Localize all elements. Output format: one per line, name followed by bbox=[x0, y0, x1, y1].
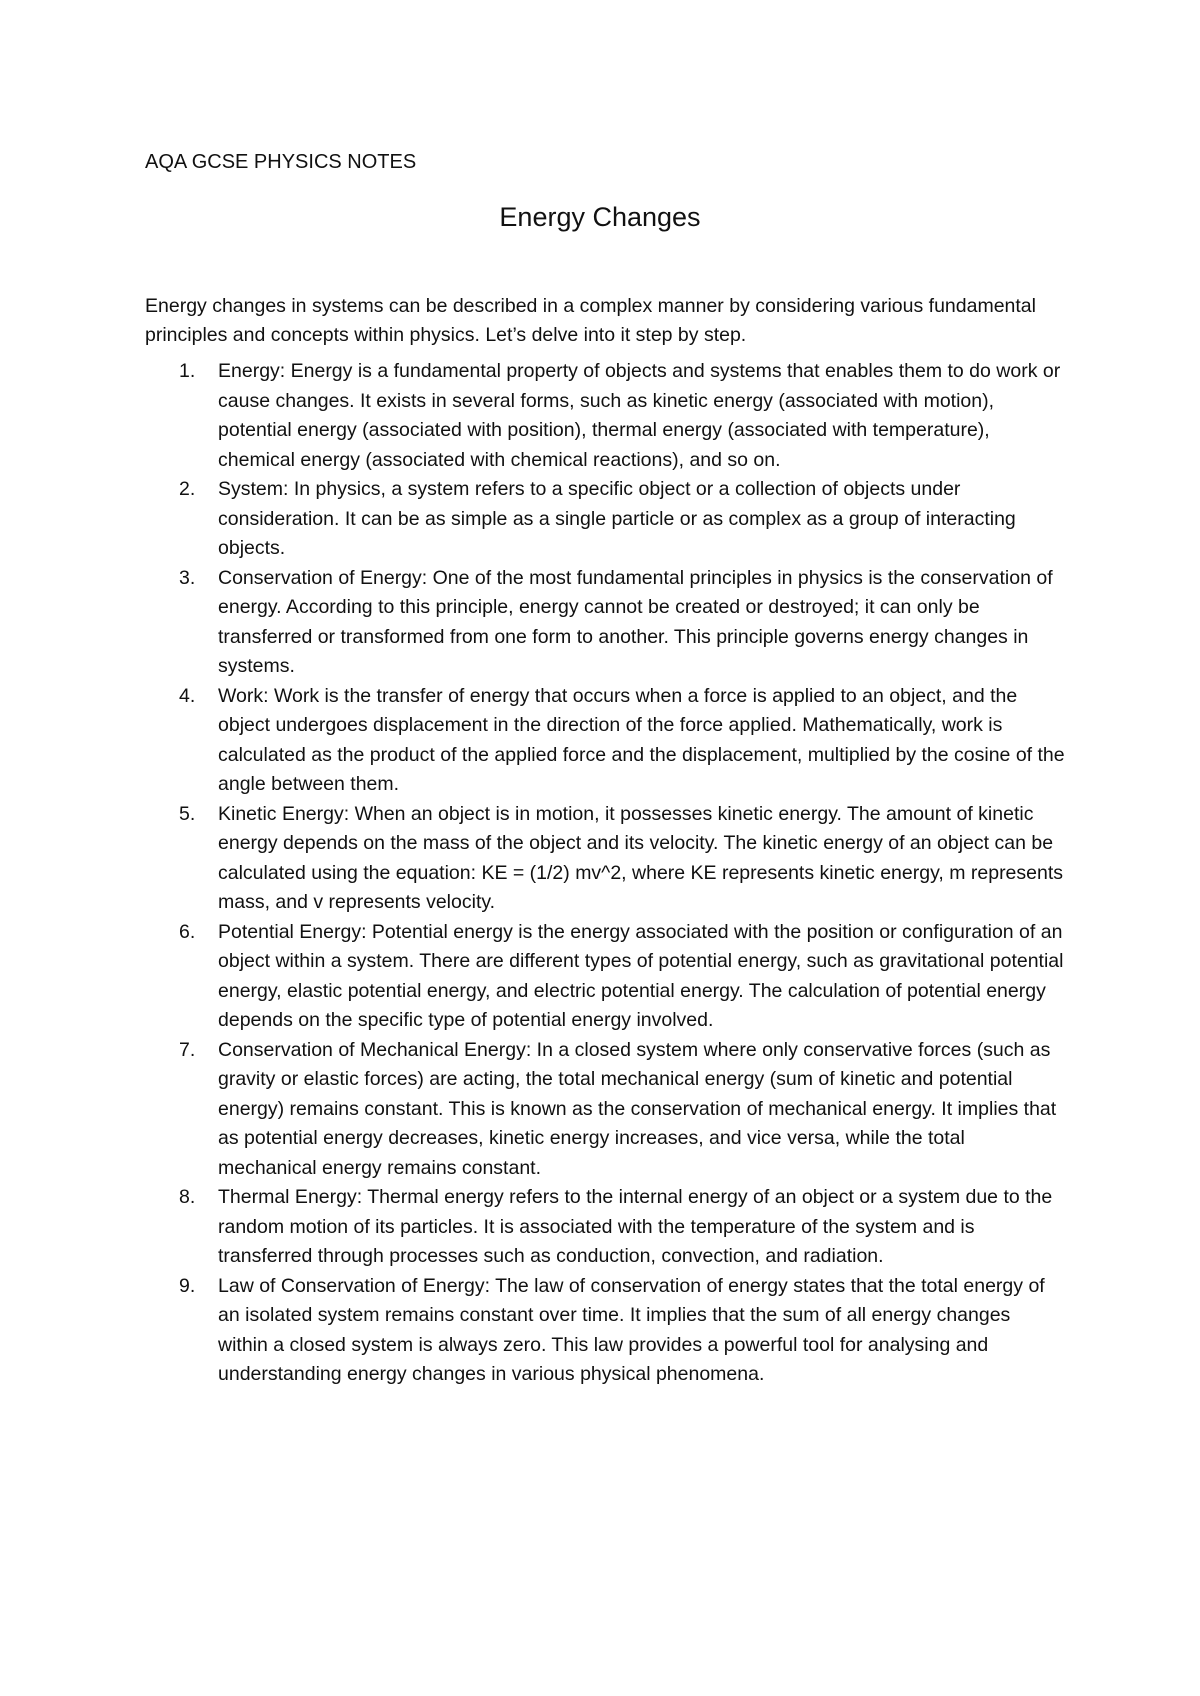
list-item-number: 4. bbox=[179, 684, 196, 707]
list-item-number: 7. bbox=[179, 1038, 196, 1061]
list-item-text: Kinetic Energy: When an object is in motion, it possesses kinetic energy. The amount of kinetic energy depends on the mass of the object and its velocity. The kinetic energy of an object can be calculated using the equation: KE = (1/2) mv^2, where KE represents kinetic energy, m represents mass, and v represents velocity. bbox=[218, 802, 1064, 913]
list-item-text: Potential Energy: Potential energy is the energy associated with the position or configuration of an object within a system. There are different types of potential energy, such as gravitational potential energy, elastic potential energy, and electric potential energy. The calculation of potential energy depends on the specific type of potential energy involved. bbox=[218, 920, 1064, 1031]
list-item-number: 1. bbox=[179, 360, 196, 382]
list-item bbox=[145, 800, 1065, 918]
list-item-number: 6. bbox=[179, 920, 196, 943]
list-item-text: Law of Conservation of Energy: The law of conservation of energy states that the total energy of an isolated system remains constant over time. It implies that the sum of all energy changes within a closed system is always zero. This law provides a powerful tool for analysing and understanding energy changes in various physical phenomena. bbox=[218, 1274, 1045, 1385]
list-item bbox=[145, 918, 1065, 1036]
list-item bbox=[145, 357, 1065, 475]
list-item-text: Thermal Energy: Thermal energy refers to the internal energy of an object or a system due to the random motion of its particles. It is associated with the temperature of the system and is transferred through processes such as conduction, convection, and radiation. bbox=[218, 1186, 1053, 1267]
list-item bbox=[145, 682, 1065, 800]
list-item-number: 2. bbox=[179, 478, 196, 500]
list-item bbox=[145, 1036, 1065, 1184]
list-item-text: Conservation of Mechanical Energy: In a closed system where only conservative forces (such as gravity or elastic forces) are acting, the total mechanical energy (sum of kinetic and potential energy) remains constant. This is known as the conservation of mechanical energy. It implies that as potential energy decreases, kinetic energy increases, and vice versa, while the total mechanical energy remains constant. bbox=[218, 1038, 1057, 1179]
list-item-number: 8. bbox=[179, 1186, 196, 1208]
list-item-number: 5. bbox=[179, 802, 196, 825]
list-item-text: Work: Work is the transfer of energy that occurs when a force is applied to an object, and the object undergoes displacement in the direction of the force applied. Mathematically, work is calculated as the product of the applied force and the displacement, multiplied by the cosine of the angle between them. bbox=[218, 684, 1065, 795]
concept-list bbox=[145, 357, 1065, 1390]
document-header-label: AQA GCSE PHYSICS NOTES bbox=[145, 151, 417, 173]
list-item-text: System: In physics, a system refers to a specific object or a collection of objects under consideration. It can be as simple as a single particle or as complex as a group of interacting objects. bbox=[218, 478, 1016, 559]
document-title: Energy Changes bbox=[499, 202, 701, 232]
list-item bbox=[145, 475, 1065, 564]
list-item-number: 3. bbox=[179, 566, 196, 589]
list-item bbox=[145, 1183, 1065, 1272]
intro-paragraph: Energy changes in systems can be described in a complex manner by considering various fundamental principles and concepts within physics. Let’s delve into it step by step. bbox=[145, 294, 1036, 346]
list-item bbox=[145, 1272, 1065, 1390]
list-item bbox=[145, 564, 1065, 682]
list-item-text: Energy: Energy is a fundamental property of objects and systems that enables them to do work or cause changes. It exists in several forms, such as kinetic energy (associated with motion), potential energy (associated with position), thermal energy (associated with temperature), chemical energy (associated with chemical reactions), and so on. bbox=[218, 360, 1061, 471]
list-item-text: Conservation of Energy: One of the most fundamental principles in physics is the conservation of energy. According to this principle, energy cannot be created or destroyed; it can only be transferred or transformed from one form to another. This principle governs energy changes in systems. bbox=[218, 566, 1053, 677]
list-item-number: 9. bbox=[179, 1274, 196, 1297]
